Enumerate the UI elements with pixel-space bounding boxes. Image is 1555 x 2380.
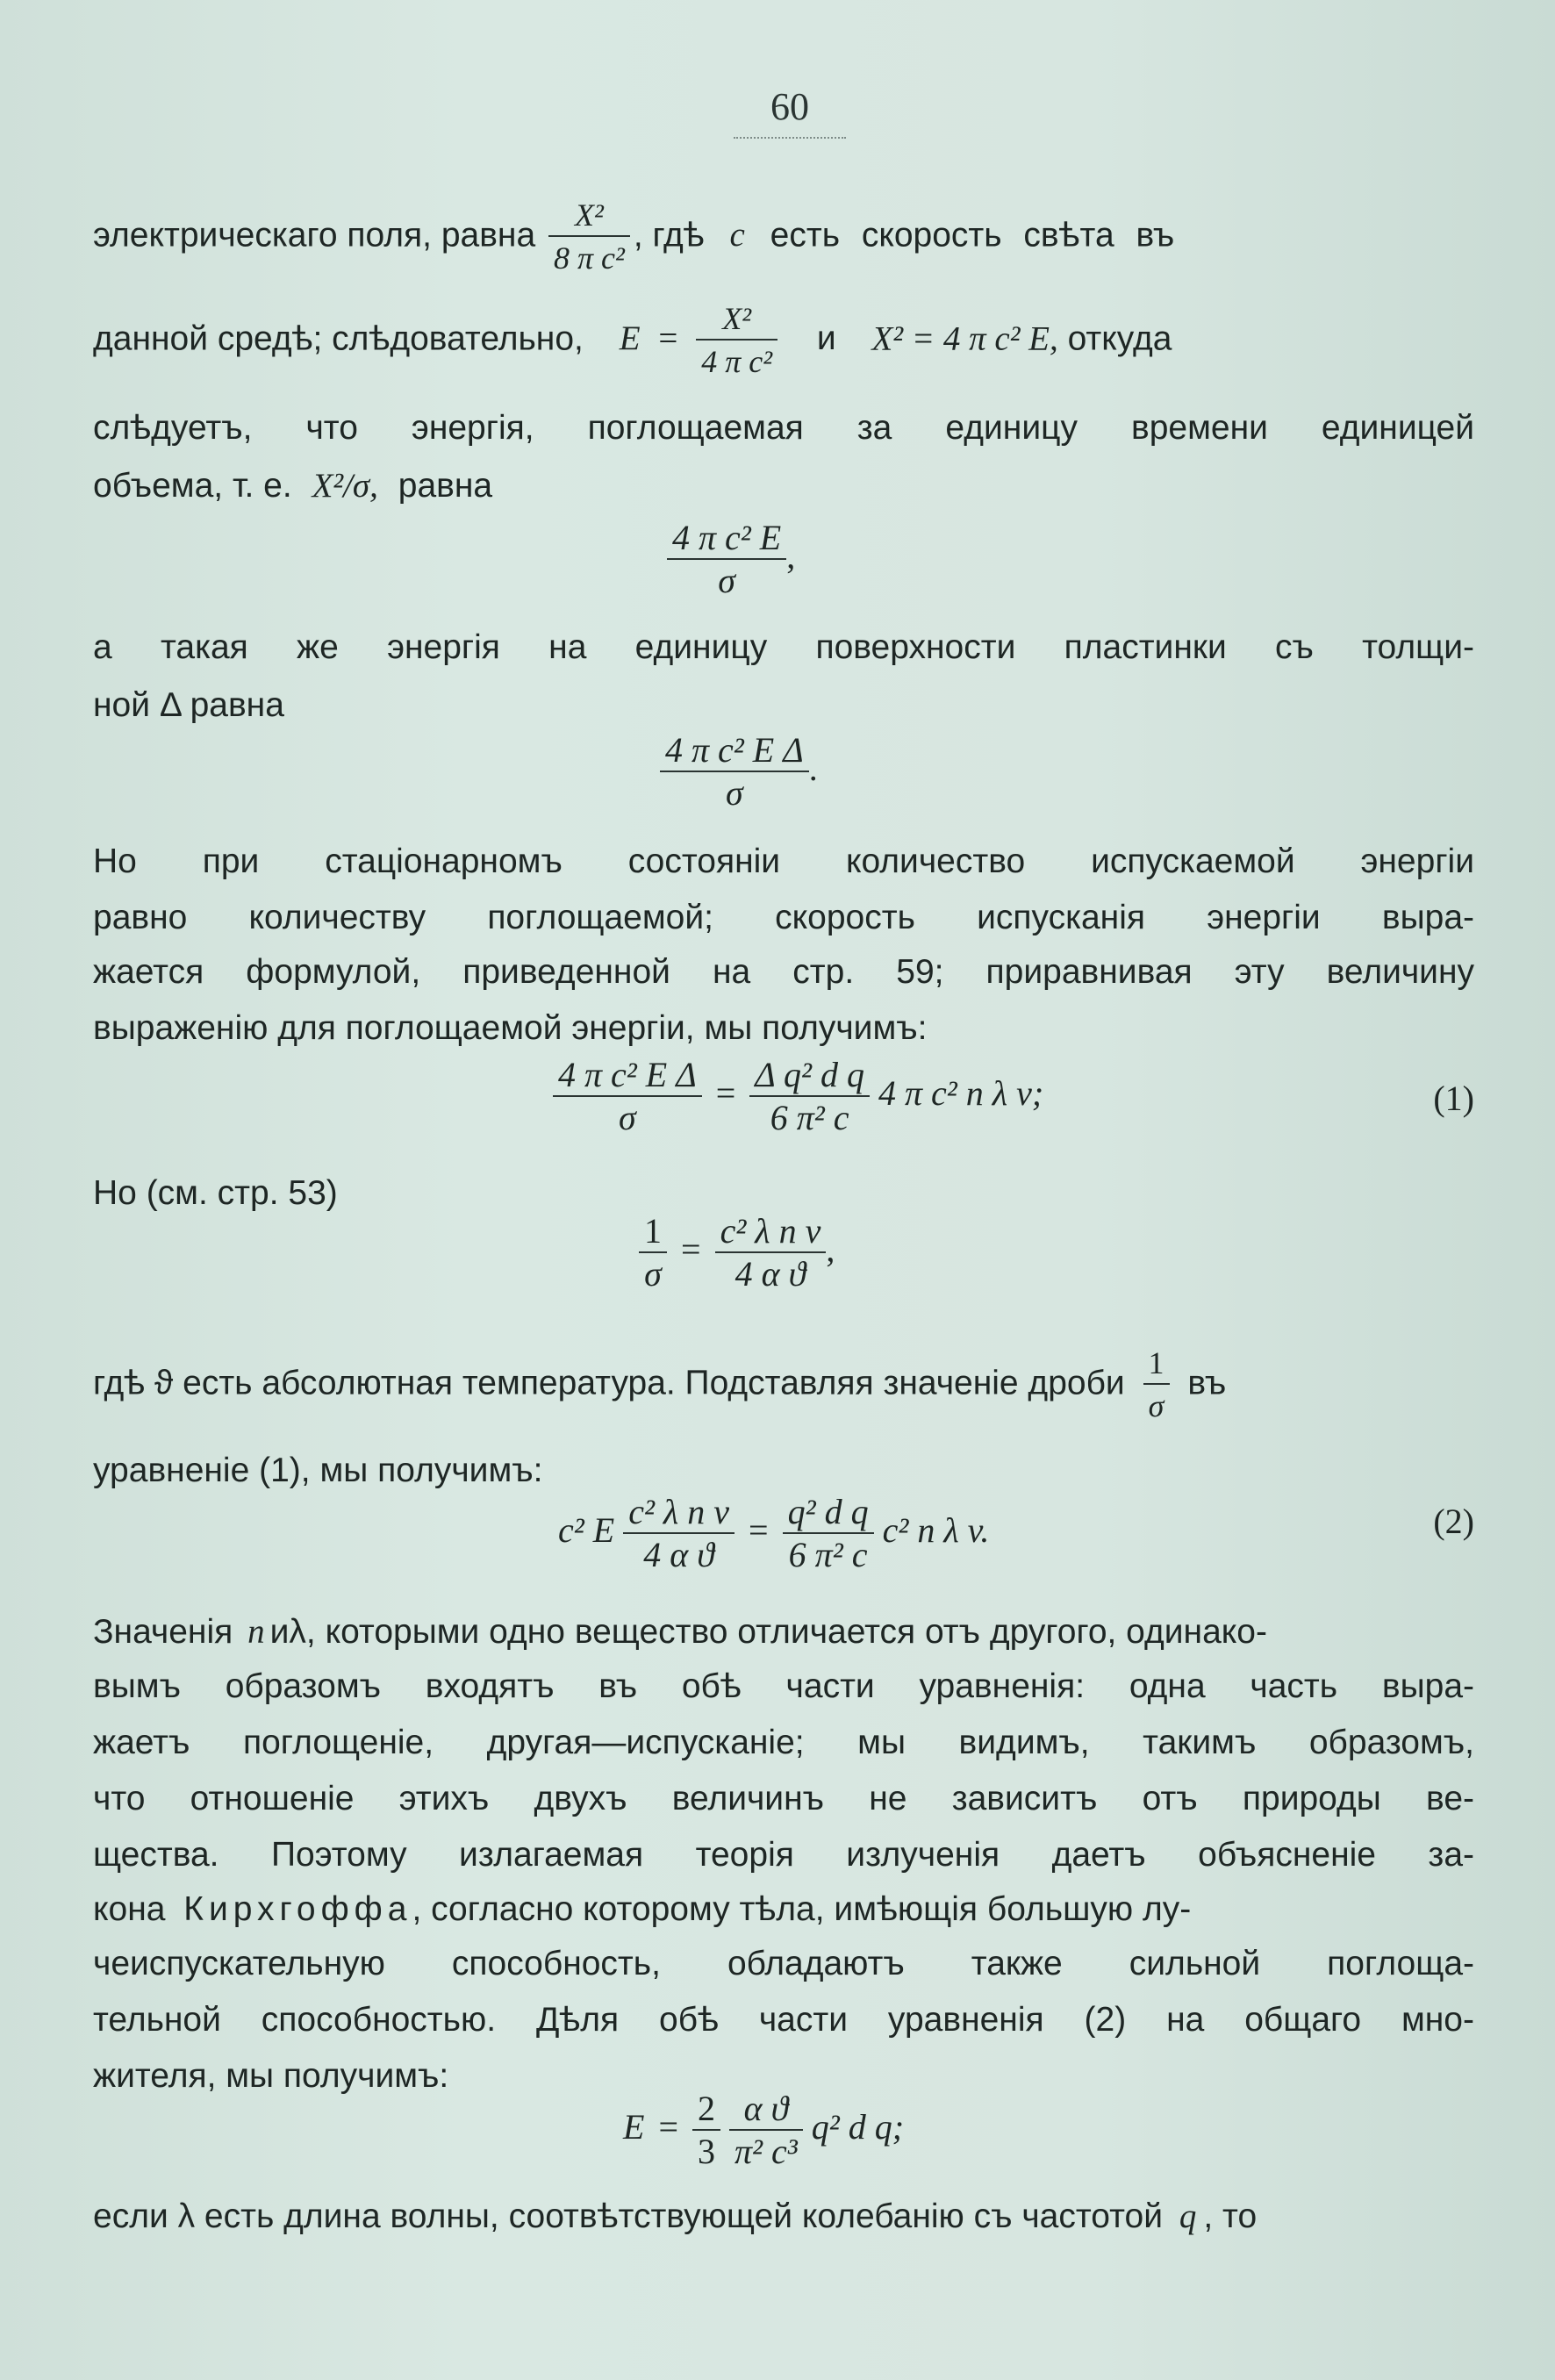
numerator: 4 π c² E	[667, 518, 786, 560]
denominator: 4 α ϑ	[735, 1254, 806, 1294]
text: и	[816, 319, 836, 358]
equation-number-1: (1)	[1433, 1079, 1474, 1118]
math-q: q	[1179, 2197, 1197, 2235]
numerator: 1	[639, 1211, 667, 1253]
text-line-10: выраженію для поглощаемой энергіи, мы получимъ:	[93, 1009, 928, 1047]
fraction-x2-4pic2	[696, 298, 778, 383]
text-line-18: щества. Поэтому излагаемая теорія излученія даетъ объясненіе за-	[93, 1836, 1474, 1874]
text: , согласно которому тѣла, имѣющія большую лу-	[412, 1890, 1192, 1928]
math-rhs: c² n λ v.	[882, 1510, 990, 1551]
text-line-9: жается формулой, приведенной на стр. 59; приравнивая эту величину	[93, 953, 1474, 991]
punctuation: ,	[786, 536, 796, 577]
page-number-rule	[734, 137, 846, 139]
text: гдѣ ϑ есть абсолютная температура. Подставляя значеніе дроби	[93, 1364, 1125, 1402]
math-equals: =	[749, 1510, 769, 1551]
text-line-15: вымъ образомъ входятъ въ обѣ части уравненія: одна часть выра-	[93, 1667, 1474, 1705]
display-formula-3	[639, 1211, 835, 1295]
text-line-4	[93, 463, 1474, 509]
fraction-rhs	[715, 1211, 827, 1295]
denominator: 6 π² c	[770, 1098, 849, 1137]
math-E: E	[623, 2107, 645, 2147]
text-line-12	[93, 1343, 1474, 1427]
equation-1	[553, 1055, 1043, 1139]
display-formula-4	[623, 2089, 904, 2173]
fraction-lhs	[553, 1055, 702, 1139]
math-equals: =	[658, 319, 678, 358]
fraction-x2-8pic2	[548, 195, 630, 279]
math-equals: =	[658, 2107, 678, 2147]
text: и	[269, 1613, 290, 1651]
text: откуда	[1067, 319, 1172, 358]
equation-2	[558, 1492, 989, 1576]
text: , которыми одно вещество отличается отъ другого, одинако-	[305, 1613, 1267, 1651]
denominator: 4 π c²	[701, 344, 773, 379]
fraction-alpha-theta	[729, 2089, 803, 2173]
equation-number-2: (2)	[1433, 1502, 1474, 1541]
numerator: 4 π c² E Δ	[553, 1055, 702, 1097]
text-line-5: а такая же энергія на единицу поверхности пластинки съ толщи-	[93, 628, 1474, 666]
fraction-rhs	[749, 1055, 870, 1139]
denominator: 8 π c²	[554, 240, 625, 276]
math-equals: =	[715, 1073, 736, 1114]
text: , то	[1203, 2197, 1258, 2235]
text: данной средѣ; слѣдовательно,	[93, 319, 584, 358]
numerator: q² d q	[783, 1492, 874, 1534]
denominator: σ	[618, 1098, 636, 1137]
fraction	[667, 518, 786, 602]
text: Значенія	[93, 1613, 233, 1651]
text: электрическаго поля, равна	[93, 216, 536, 254]
text: если λ есть длина волны, соотвѣтствующей колебанію съ частотой	[93, 2197, 1164, 2235]
fraction-2-3	[692, 2089, 720, 2173]
page-number: 60	[770, 85, 809, 128]
denominator: σ	[1148, 1388, 1164, 1423]
denominator: 6 π² c	[788, 1535, 868, 1574]
denominator: σ	[718, 561, 735, 600]
numerator: 4 π c² E Δ	[660, 730, 809, 772]
text-line-11: Но (см. стр. 53)	[93, 1174, 338, 1212]
fraction-rhs	[783, 1492, 874, 1576]
numerator: c² λ n v	[715, 1211, 827, 1253]
text-line-7: Но при стаціонарномъ состояніи количество испускаемой энергіи	[93, 842, 1474, 880]
numerator: α ϑ	[729, 2089, 803, 2131]
text: , гдѣ	[633, 216, 705, 254]
spaced-name-kirchhoff: Кирхгоффа	[183, 1890, 412, 1928]
text-line-21: тельной способностью. Дѣля обѣ части уравненія (2) на общаго мно-	[93, 2001, 1474, 2039]
text-line-1	[93, 195, 1474, 279]
text-line-14	[93, 1609, 1474, 1655]
denominator: 3	[698, 2132, 715, 2171]
text-line-2	[93, 298, 1474, 383]
text-line-13: уравненіе (1), мы получимъ:	[93, 1452, 543, 1489]
text-line-17: что отношеніе этихъ двухъ величинъ не зависитъ отъ природы ве-	[93, 1780, 1474, 1817]
denominator: σ	[725, 773, 743, 813]
math-n: n	[247, 1613, 265, 1651]
math-lambda: λ	[289, 1613, 306, 1651]
denominator: π² c³	[735, 2132, 798, 2171]
numerator: Δ q² d q	[749, 1055, 870, 1097]
math-equals: =	[681, 1229, 701, 1270]
text-line-3: слѣдуетъ, что энергія, поглощаемая за единицу времени единицей	[93, 409, 1474, 447]
numerator: 1	[1143, 1343, 1170, 1385]
text-line-22: жителя, мы получимъ:	[93, 2057, 449, 2095]
text-line-20: чеиспускательную способность, обладаютъ также сильной поглоща-	[93, 1945, 1474, 1982]
display-formula-1	[667, 518, 795, 602]
text-line-19	[93, 1887, 1474, 1932]
math-rhs: 4 π c² n λ v;	[878, 1073, 1044, 1114]
display-formula-2	[660, 730, 818, 814]
denominator: σ	[644, 1254, 662, 1294]
math-c: c	[729, 216, 745, 254]
numerator: X²	[696, 298, 778, 341]
text-line-23	[93, 2194, 1474, 2240]
math-E: E	[619, 319, 641, 358]
math-x2-equation: X² = 4 π c² E,	[871, 319, 1058, 358]
fraction-lhs	[623, 1492, 735, 1576]
fraction-lhs	[639, 1211, 667, 1295]
text-line-8: равно количеству поглощаемой; скорость испусканія энергіи выра-	[93, 899, 1474, 936]
text-line-16: жаетъ поглощеніе, другая—испусканіе; мы видимъ, такимъ образомъ,	[93, 1724, 1474, 1761]
text: равна	[398, 467, 493, 505]
text: въ	[1187, 1364, 1227, 1402]
numerator: 2	[692, 2089, 720, 2131]
text: объема, т. е.	[93, 467, 292, 505]
fraction-1-over-sigma	[1143, 1343, 1170, 1427]
text-line-6: ной Δ равна	[93, 686, 284, 724]
math-x2-over-sigma: X²/σ,	[312, 467, 378, 505]
text: кона	[93, 1890, 166, 1928]
numerator: X²	[548, 195, 630, 237]
math-rhs: q² d q;	[811, 2107, 905, 2147]
text: есть скорость свѣта въ	[770, 216, 1175, 254]
fraction	[660, 730, 809, 814]
punctuation: .	[808, 749, 818, 789]
math-c2E: c² E	[558, 1510, 615, 1551]
numerator: c² λ n v	[623, 1492, 735, 1534]
punctuation: ,	[826, 1229, 835, 1270]
denominator: 4 α ϑ	[643, 1535, 714, 1574]
